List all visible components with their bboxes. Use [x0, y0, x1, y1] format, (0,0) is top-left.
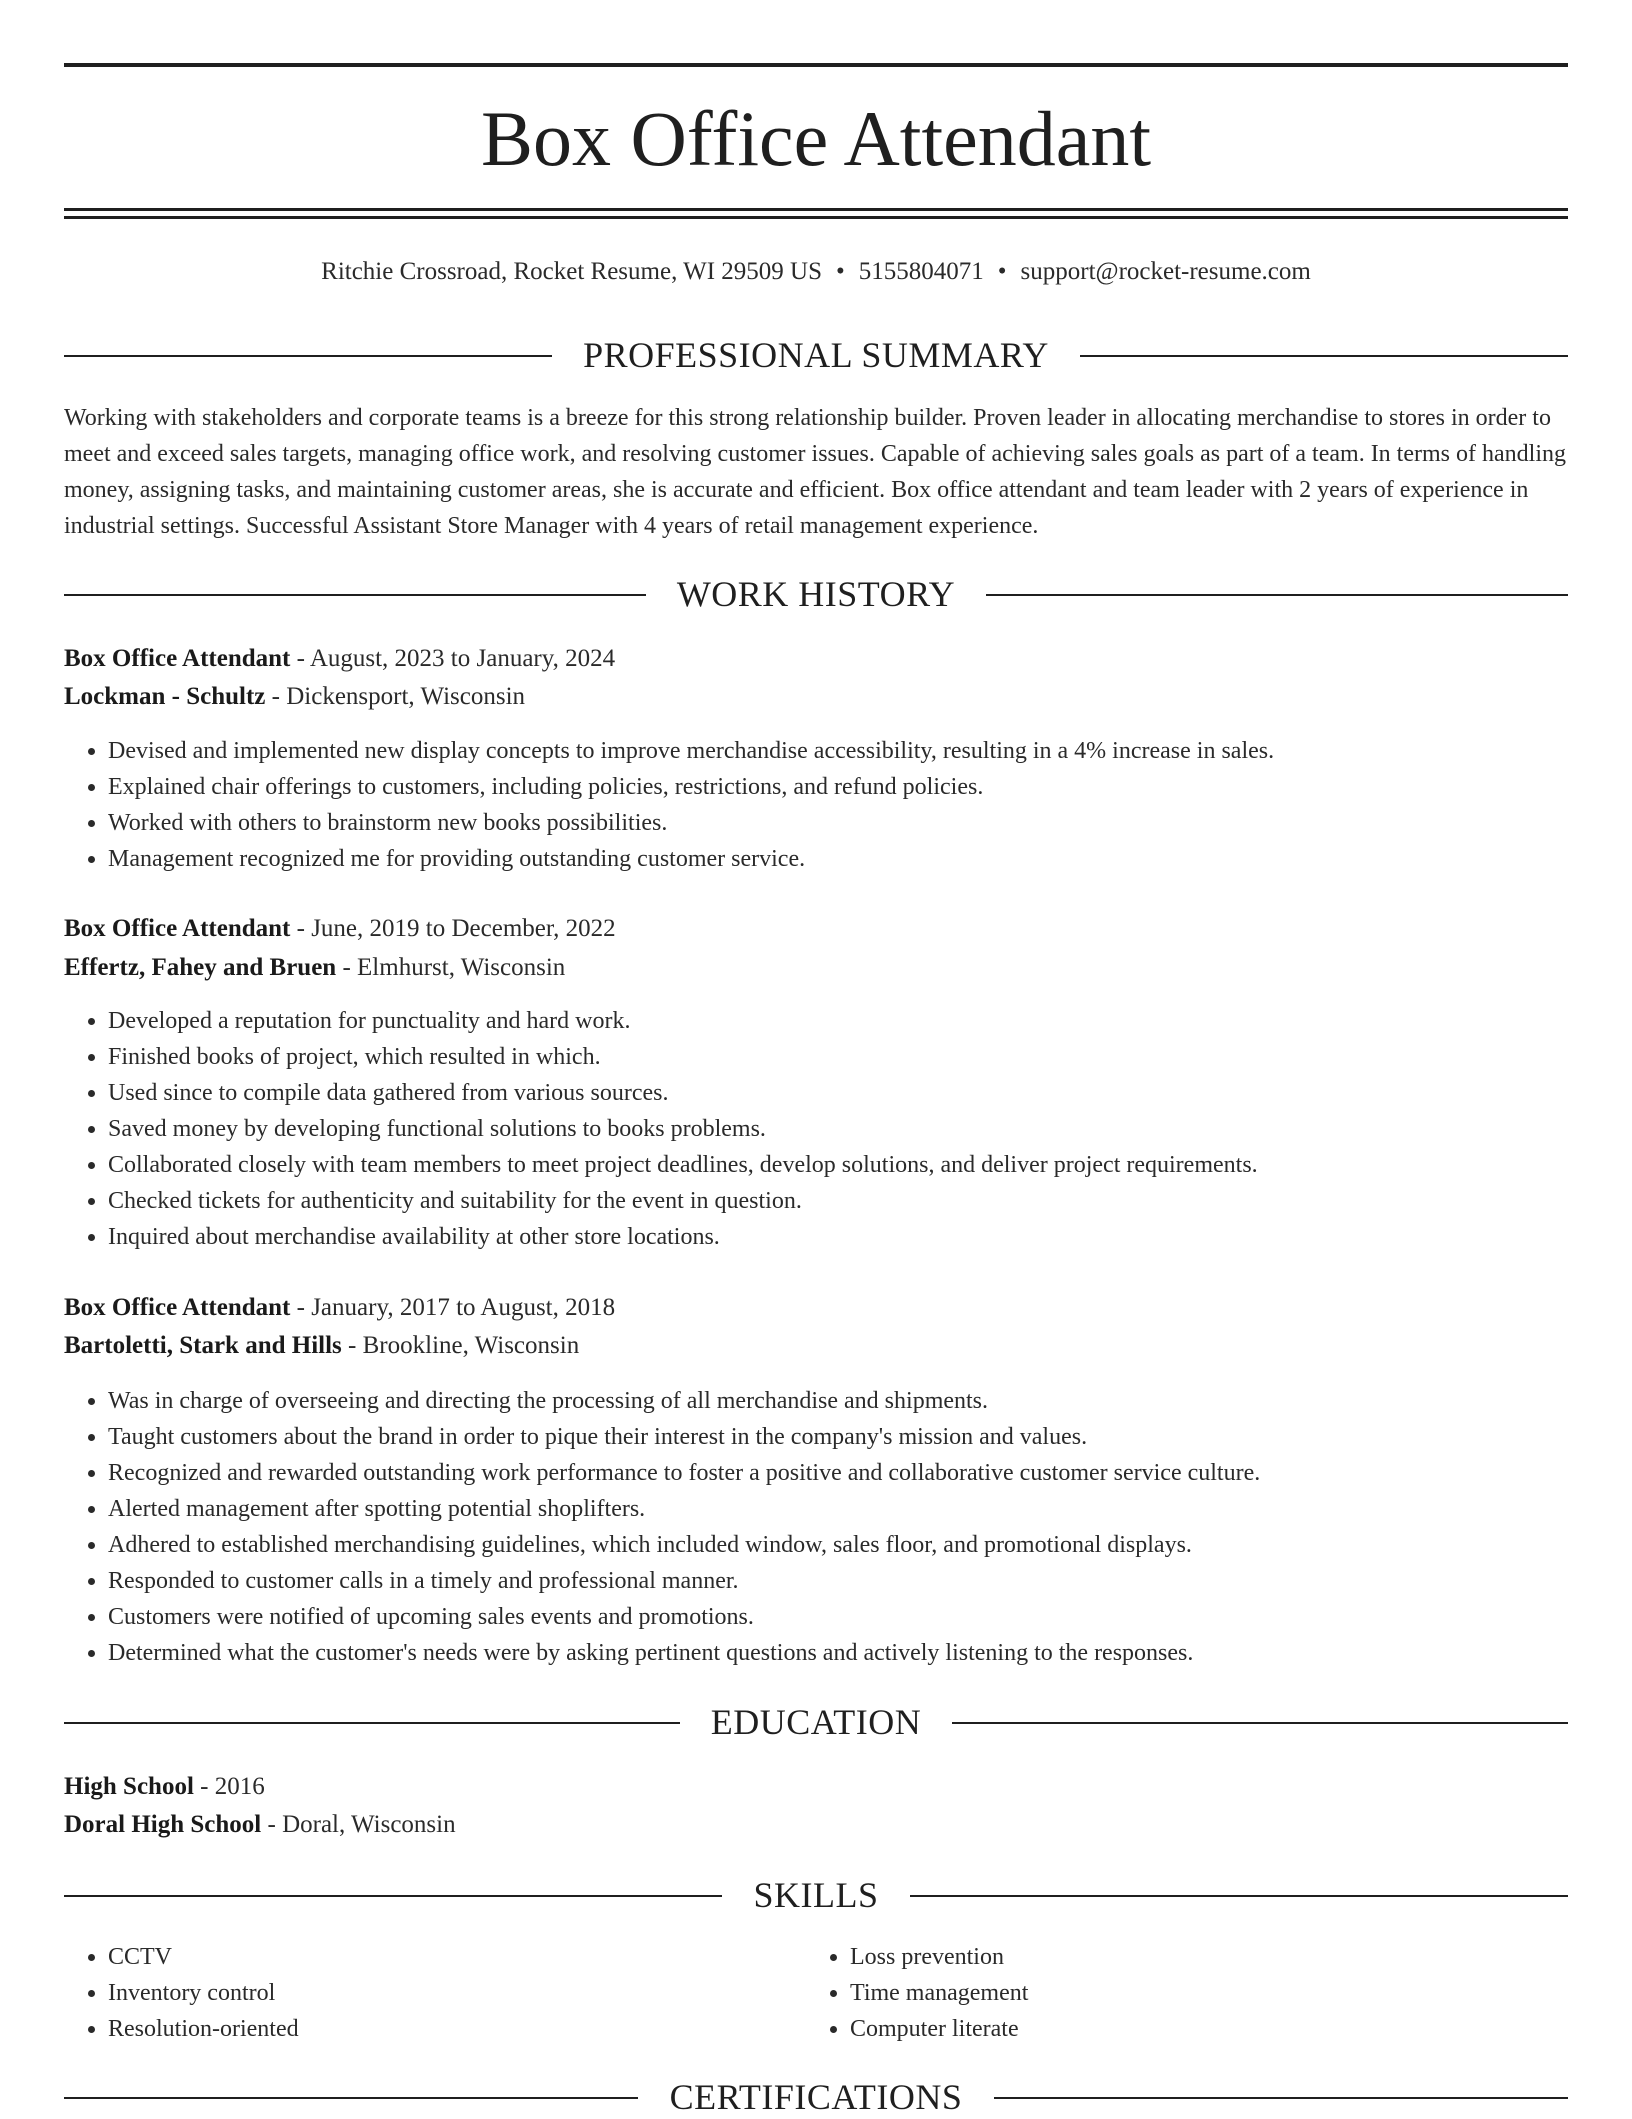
list-item: • Checked tickets for authenticity and suitability for the event in question. — [108, 1183, 1258, 1219]
job-company: Lockman - Schultz — [64, 683, 266, 710]
job-title: Box Office Attendant — [64, 915, 291, 942]
job-company-line — [64, 680, 525, 714]
job-location: - Dickensport, Wisconsin — [265, 683, 526, 710]
contact-separator: • — [997, 258, 1007, 285]
section-rule-right — [910, 1895, 1568, 1897]
section-heading-work-history: WORK HISTORY — [676, 574, 956, 614]
contact-phone: 5155804071 — [858, 258, 984, 285]
list-item: • Alerted management after spotting potential shoplifters. — [108, 1491, 1260, 1527]
list-item: • Time management — [850, 1975, 1028, 2011]
job-company-line — [64, 951, 565, 985]
list-item: • Explained chair offerings to customers, including policies, restrictions, and refund policies. — [108, 769, 1274, 805]
job-title: Box Office Attendant — [64, 645, 291, 672]
section-heading-skills: SKILLS — [753, 1875, 879, 1915]
header-rule-2 — [64, 216, 1568, 219]
education-school-line — [64, 1808, 456, 1842]
job-bullets — [64, 733, 1274, 877]
list-item: • Inventory control — [108, 1975, 299, 2011]
job-dates: - January, 2017 to August, 2018 — [290, 1294, 616, 1321]
job-company: Bartoletti, Stark and Hills — [64, 1332, 342, 1359]
list-item: • Determined what the customer's needs were by asking pertinent questions and actively listening to the responses. — [108, 1635, 1260, 1671]
job-dates: - June, 2019 to December, 2022 — [290, 915, 616, 942]
section-rule-right — [994, 2097, 1568, 2099]
section-rule-right — [986, 594, 1568, 596]
job-title: Box Office Attendant — [64, 1294, 291, 1321]
list-item: • Management recognized me for providing outstanding customer service. — [108, 841, 1274, 877]
list-item: • Collaborated closely with team members to meet project deadlines, develop solutions, and deliver project requirements. — [108, 1147, 1258, 1183]
section-heading-summary: PROFESSIONAL SUMMARY — [583, 335, 1049, 375]
job-dates: - August, 2023 to January, 2024 — [290, 645, 616, 672]
job-company-line — [64, 1329, 579, 1363]
list-item: • Devised and implemented new display concepts to improve merchandise accessibility, resulting in a 4% increase in sales. — [108, 733, 1274, 769]
section-rule-right — [1080, 355, 1568, 357]
section-heading-education: EDUCATION — [710, 1702, 922, 1742]
list-item: • Loss prevention — [850, 1939, 1028, 1975]
list-item: • Inquired about merchandise availability at other store locations. — [108, 1219, 1258, 1255]
list-item: • Finished books of project, which resulted in which. — [108, 1039, 1258, 1075]
list-item: • CCTV — [108, 1939, 299, 1975]
skills-list-right — [806, 1939, 1028, 2047]
section-heading-certifications: CERTIFICATIONS — [669, 2077, 963, 2117]
list-item: • Taught customers about the brand in order to pique their interest in the company's mission and values. — [108, 1419, 1260, 1455]
list-item: • Worked with others to brainstorm new books possibilities. — [108, 805, 1274, 841]
list-item: • Used since to compile data gathered from various sources. — [108, 1075, 1258, 1111]
list-item: • Saved money by developing functional solutions to books problems. — [108, 1111, 1258, 1147]
list-item: • Computer literate — [850, 2011, 1028, 2047]
page-title: Box Office Attendant — [480, 95, 1152, 182]
education-year: - 2016 — [193, 1773, 265, 1800]
header-rule-1 — [64, 208, 1568, 211]
summary-text: Working with stakeholders and corporate teams is a breeze for this strong relationship builder. Proven leader in allocating merchandise to stores in order to meet and exceed sales targets, managing office work, and resolving customer issues. Capable of achieving sales goals as part of a team. In terms of handling money, assigning tasks, and maintaining customer areas, she is accurate and efficient. Box office attendant and team leader with 2 years of experience in industrial settings. Successful Assistant Store Manager with 4 years of retail management experience. — [64, 405, 1566, 539]
list-item: • Recognized and rewarded outstanding work performance to foster a positive and collaborative customer service culture. — [108, 1455, 1260, 1491]
contact-separator: • — [836, 258, 845, 285]
job-title-line — [64, 912, 616, 946]
list-item: • Customers were notified of upcoming sales events and promotions. — [108, 1599, 1260, 1635]
education-school: Doral High School — [64, 1811, 262, 1838]
job-title-line — [64, 642, 615, 676]
job-company: Effertz, Fahey and Bruen — [64, 954, 337, 981]
contact-address: Ritchie Crossroad, Rocket Resume, WI 29509 US — [321, 258, 823, 285]
job-title-line — [64, 1291, 615, 1325]
header-top-rule — [64, 63, 1568, 67]
list-item: • Responded to customer calls in a timely and professional manner. — [108, 1563, 1260, 1599]
education-degree: High School — [64, 1773, 194, 1800]
list-item: • Resolution-oriented — [108, 2011, 299, 2047]
section-rule-right — [952, 1722, 1568, 1724]
list-item: • Developed a reputation for punctuality and hard work. — [108, 1003, 1258, 1039]
contact-line — [0, 256, 1632, 288]
job-bullets — [64, 1003, 1258, 1255]
education-degree-line — [64, 1770, 265, 1804]
education-location: - Doral, Wisconsin — [261, 1811, 456, 1838]
job-location: - Elmhurst, Wisconsin — [336, 954, 566, 981]
list-item: • Was in charge of overseeing and directing the processing of all merchandise and shipments. — [108, 1383, 1260, 1419]
job-location: - Brookline, Wisconsin — [341, 1332, 580, 1359]
skills-list-left — [64, 1939, 299, 2047]
list-item: • Adhered to established merchandising guidelines, which included window, sales floor, and promotional displays. — [108, 1527, 1260, 1563]
contact-email: support@rocket-resume.com — [1020, 258, 1311, 285]
job-bullets — [64, 1383, 1260, 1671]
